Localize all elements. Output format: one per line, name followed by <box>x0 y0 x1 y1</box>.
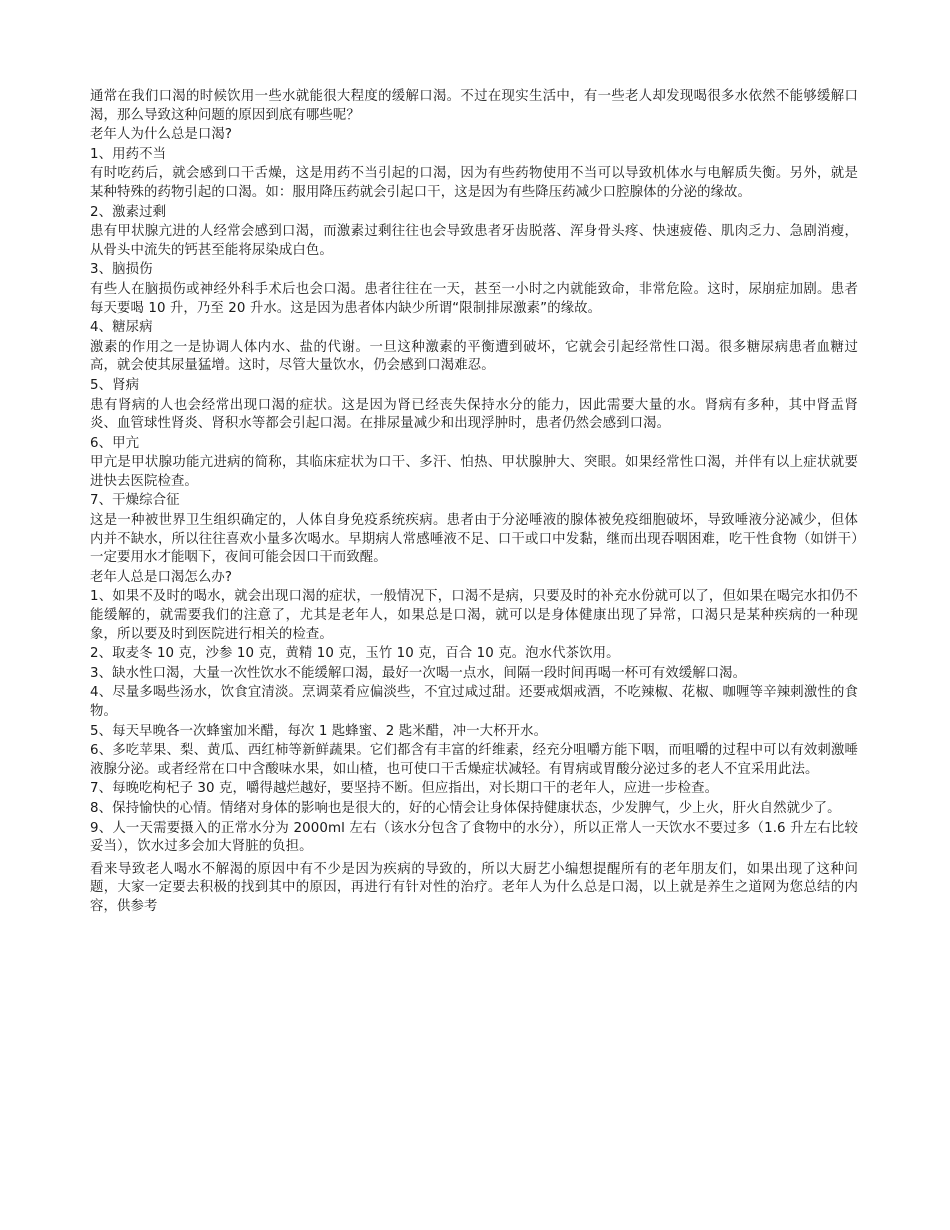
closing-paragraph: 看来导致老人喝水不解渴的原因中有不少是因为疾病的导致的，所以大厨艺小编想提醒所有的老年朋友们，如果出现了这种问题，大家一定要去积极的找到其中的原因，再进行有针对性的治疗。老年人为什么总是口渴，以上就是养生之道网为您总结的内容，供参考 <box>90 861 858 914</box>
remedy-item: 6、多吃苹果、梨、黄瓜、西红柿等新鲜蔬果。它们都含有丰富的纤维素，经充分咀嚼方能下咽，而咀嚼的过程中可以有效刺激唾液腺分泌。或者经常在口中含酸味水果，如山楂，也可使口干舌燥症状减轻。有胃病或胃酸分泌过多的老人不宜采用此法。 <box>90 743 858 777</box>
remedy-item: 5、每天早晚各一次蜂蜜加米醋，每次 1 匙蜂蜜、2 匙米醋，冲一大杯开水。 <box>90 723 548 739</box>
remedy-item: 7、每晚吃枸杞子 30 克，嚼得越烂越好，要坚持不断。但应指出，对长期口干的老年人，应进一步检查。 <box>90 781 719 797</box>
cause-text: 这是一种被世界卫生组织确定的，人体自身免疫系统疾病。患者由于分泌唾液的腺体被免疫细胞破坏，导致唾液分泌减少，但体内并不缺水，所以往往喜欢小量多次喝水。早期病人常感唾液不足、口干或口中发黏，继而出现吞咽困难，吃干性食物（如饼干）一定要用水才能咽下，夜间可能会因口干而致醒。 <box>90 513 858 566</box>
cause-text: 甲亢是甲状腺功能亢进病的简称，其临床症状为口干、多汗、怕热、甲状腺肿大、突眼。如果经常性口渴，并伴有以上症状就要进快去医院检查。 <box>90 455 858 489</box>
remedy-item: 3、缺水性口渴，大量一次性饮水不能缓解口渴，最好一次喝一点水，间隔一段时间再喝一杯可有效缓解口渴。 <box>90 665 747 681</box>
cause-title: 2、激素过剩 <box>90 204 167 220</box>
cause-text: 患有甲状腺亢进的人经常会感到口渴，而激素过剩往往也会导致患者牙齿脱落、浑身骨头疼、快速疲倦、肌肉乏力、急剧消瘦，从骨头中流失的钙甚至能将尿染成白色。 <box>90 224 858 258</box>
remedy-item: 8、保持愉快的心情。情绪对身体的影响也是很大的，好的心情会让身体保持健康状态，少发脾气，少上火，肝火自然就少了。 <box>90 800 841 816</box>
cause-title: 1、用药不当 <box>90 146 167 162</box>
remedy-item: 2、取麦冬 10 克，沙参 10 克，黄精 10 克，玉竹 10 克，百合 10 克。泡水代茶饮用。 <box>90 646 620 662</box>
cause-title: 5、肾病 <box>90 377 140 393</box>
cause-title: 6、甲亢 <box>90 435 140 451</box>
section-heading-why: 老年人为什么总是口渴? <box>90 127 233 143</box>
cause-text: 患有肾病的人也会经常出现口渴的症状。这是因为肾已经丧失保持水分的能力，因此需要大量的水。肾病有多种，其中肾盂肾炎、血管球性肾炎、肾积水等都会引起口渴。在排尿量减少和出现浮肿时，患者仍然会感到口渴。 <box>90 397 858 432</box>
cause-title: 7、干燥综合征 <box>90 493 180 509</box>
cause-text: 有些人在脑损伤或神经外科手术后也会口渴。患者往往在一天，甚至一小时之内就能致命，非常危险。这时，尿崩症加剧。患者每天要喝 10 升，乃至 20 升水。这是因为患者体内缺少所谓“限制排尿激素”的缘故。 <box>90 281 858 316</box>
cause-title: 4、糖尿病 <box>90 320 153 336</box>
cause-text: 激素的作用之一是协调人体内水、盐的代谢。一旦这种激素的平衡遭到破坏，它就会引起经常性口渴。很多糖尿病患者血糖过高，就会使其尿量猛增。这时，尽管大量饮水，仍会感到口渴难忍。 <box>90 339 858 374</box>
intro-paragraph: 通常在我们口渴的时候饮用一些水就能很大程度的缓解口渴。不过在现实生活中，有一些老人却发现喝很多水依然不能够缓解口渴，那么导致这种问题的原因到底有哪些呢？ <box>90 89 858 123</box>
remedy-item: 4、尽量多喝些汤水，饮食宜清淡。烹调菜肴应偏淡些，不宜过咸过甜。还要戒烟戒酒，不吃辣椒、花椒、咖喱等辛辣刺激性的食物。 <box>90 685 858 719</box>
remedy-item: 1、如果不及时的喝水，就会出现口渴的症状，一般情况下，口渴不是病，只要及时的补充水份就可以了，但如果在喝完水扣仍不能缓解的，就需要我们的注意了，尤其是老年人，如果总是口渴，就可以是身体健康出现了异常，口渴只是某种疾病的一种现象，所以要及时到医院进行相关的检查。 <box>90 589 858 642</box>
section-heading-remedies: 老年人总是口渴怎么办? <box>90 569 233 585</box>
remedy-item: 9、人一天需要摄入的正常水分为 2000ml 左右（该水分包含了食物中的水分），所以正常人一天饮水不要过多（1.6 升左右比较妥当），饮水过多会加大肾脏的负担。 <box>90 820 858 855</box>
cause-title: 3、脑损伤 <box>90 262 153 278</box>
cause-text: 有时吃药后，就会感到口干舌燥，这是用药不当引起的口渴，因为有些药物使用不当可以导致机体水与电解质失衡。另外，就是某种特殊的药物引起的口渴。如：服用降压药就会引起口干，这是因为有些降压药减少口腔腺体的分泌的缘故。 <box>90 166 858 200</box>
